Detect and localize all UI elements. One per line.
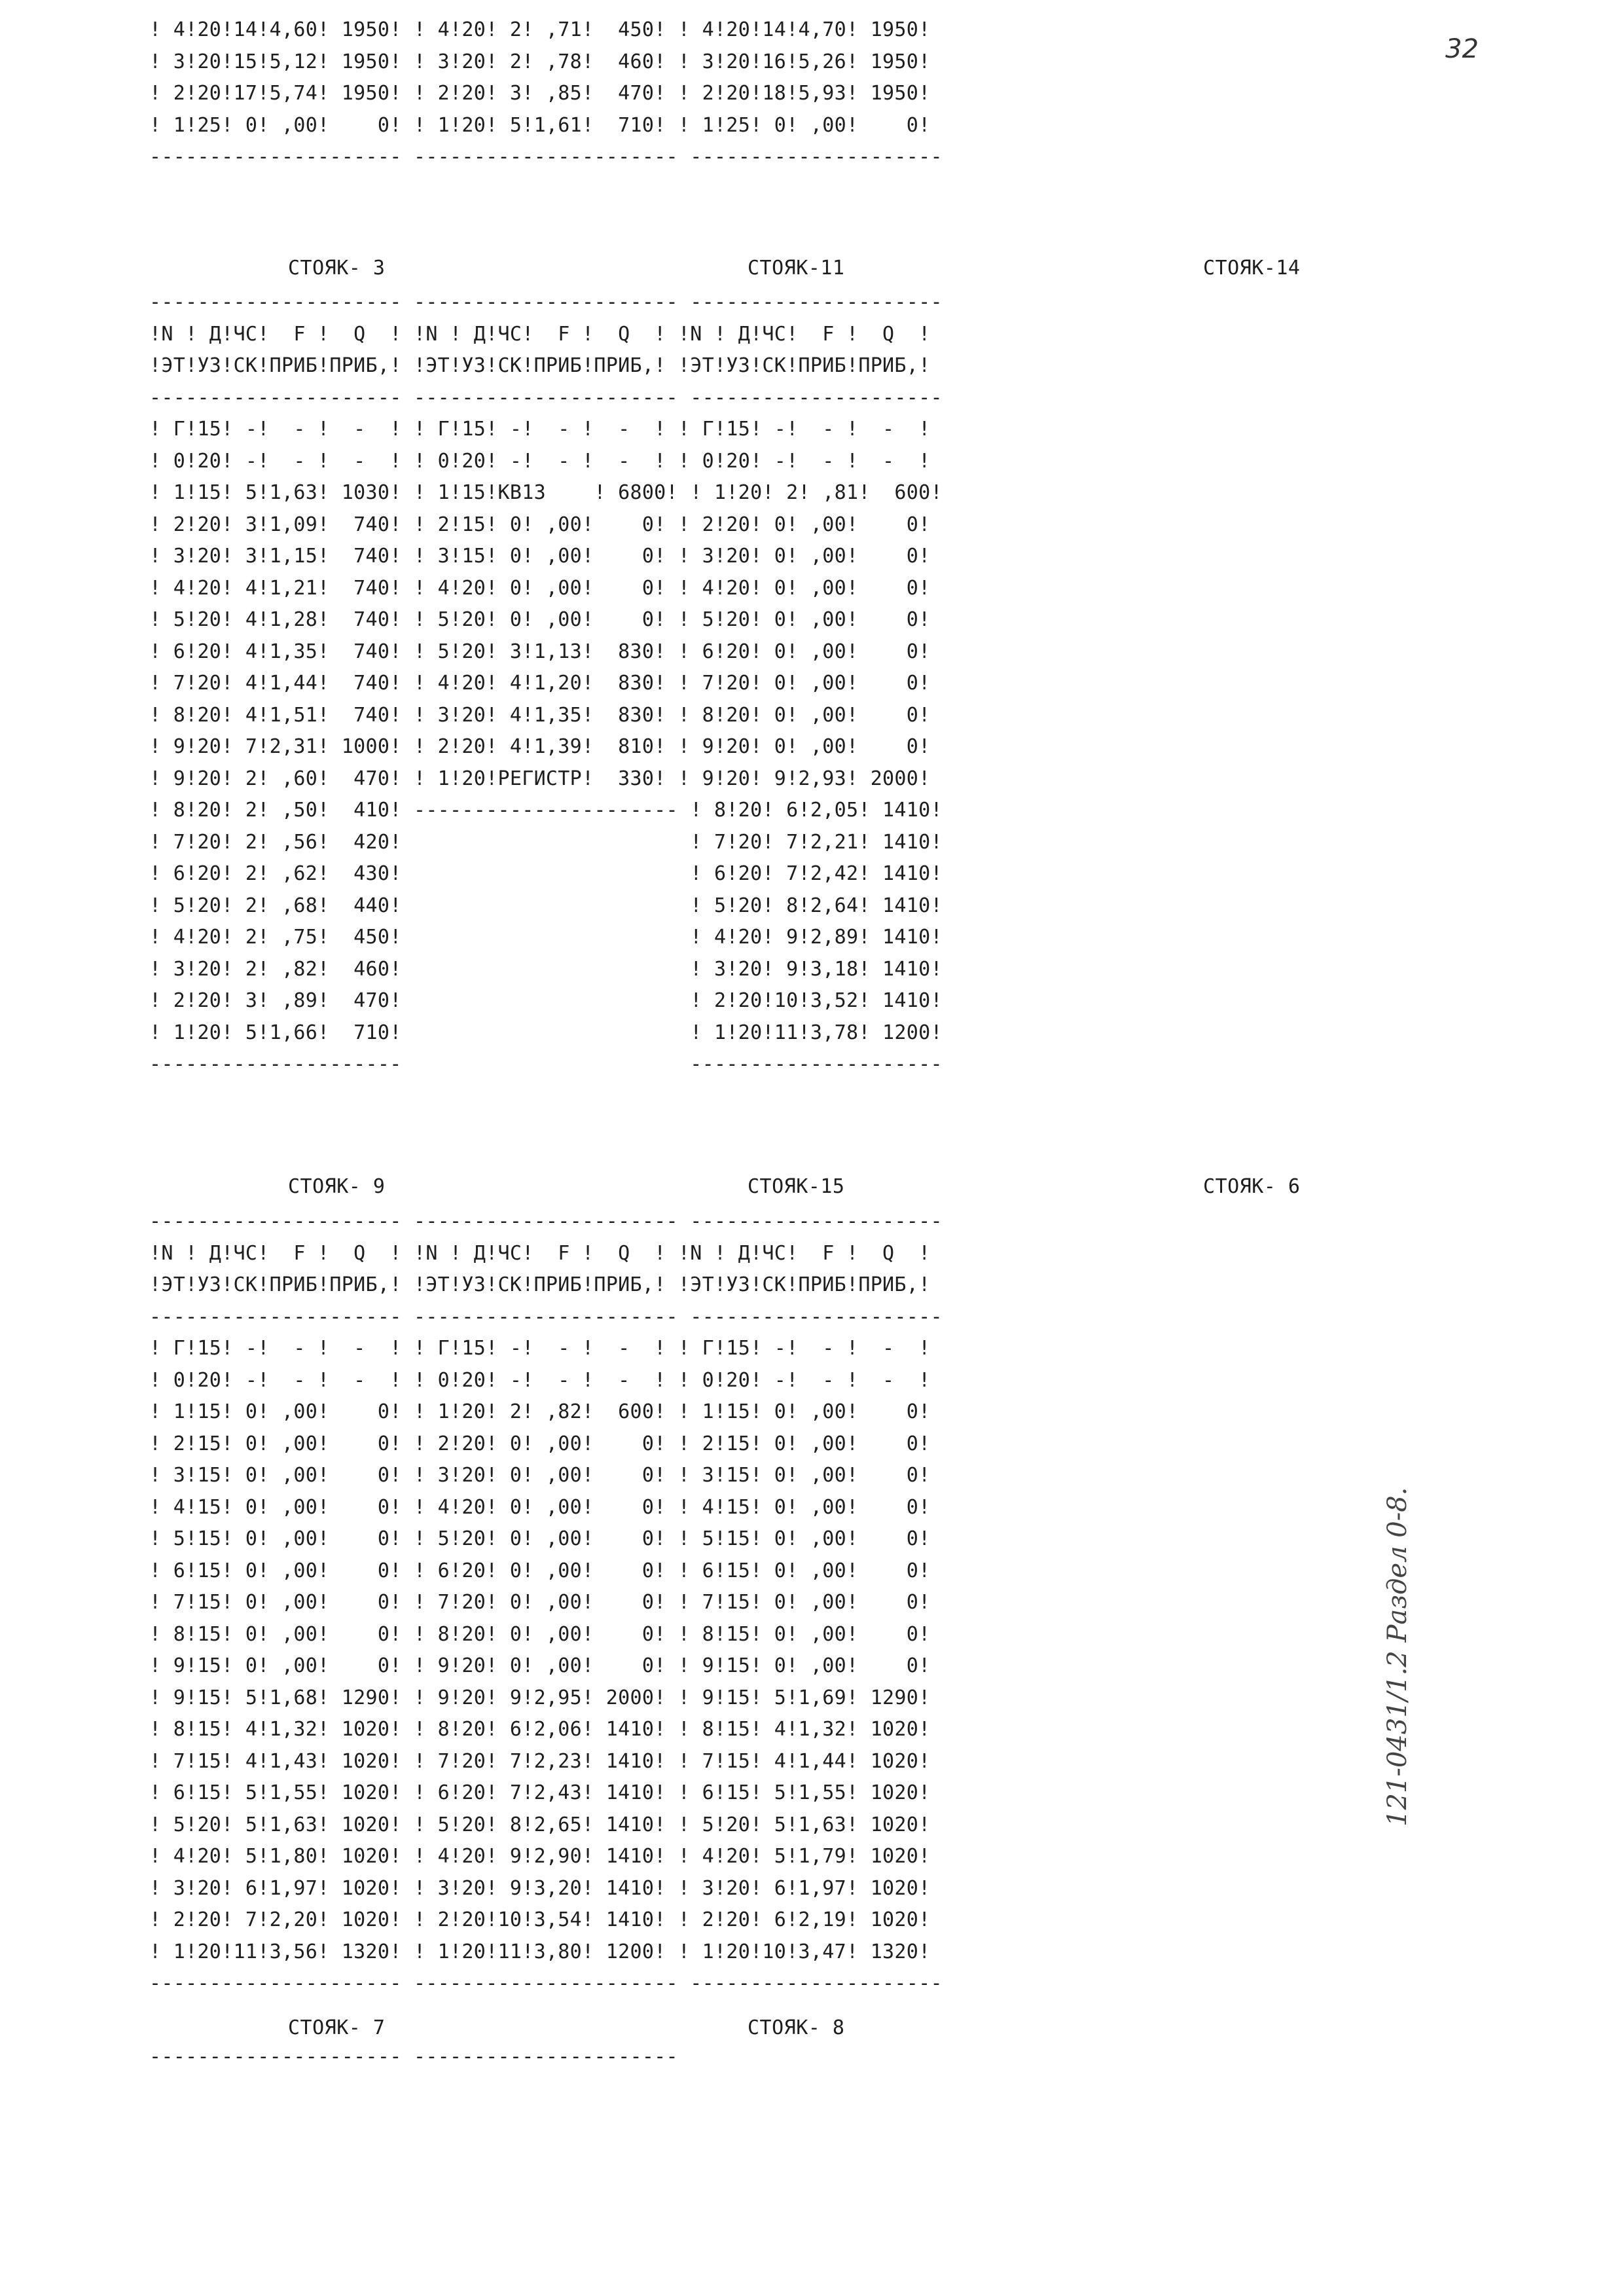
top-table-fragment: ! 4!20!14!4,60! 1950! ! 4!20! 2! ,71! 450! ! 4!20!14!4,70! 1950! ! 3!20!15!5,12! 1950! ! 3!20! 2! ,78! 460! ! 3!20!16!5,26! 1950! ! 2!20!17!5,74! 1950! ! 2!20! 3! ,85! 470! ! 2!20!18!5,93! 1950! ! 1!25! 0! ,00! 0! ! 1!20! 5!1,61! 710! ! 1!25! 0! ,00! 0! --------------------- ---------------------- ---------------------: [149, 18, 943, 168]
title-stoyak-9: СТОЯК- 9: [288, 1175, 386, 1198]
tables-row-2: --------------------- ---------------------- --------------------- !N ! Д!ЧС! F ! Q ! !N ! Д!ЧС! F ! Q ! !N ! Д!ЧС! F ! Q ! !ЭТ!УЗ!СК!ПРИБ!ПРИБ,! !ЭТ!УЗ!СК!ПРИБ!ПРИБ,! !ЭТ!УЗ!СК!ПРИБ!ПРИБ,! --------------------- ---------------------- --------------------- ! Г!15! -! - ! - ! ! Г!15! -! - ! - ! ! Г!15! -! - ! - ! ! 0!20! -! - ! - ! ! 0!20! -! - ! - ! ! 0!20! -! - ! - ! ! 1!15! 0! ,00! 0! ! 1!20! 2! ,82! 600! ! 1!15! 0! ,00! 0! ! 2!15! 0! ,00! 0! ! 2!20! 0! ,00! 0! ! 2!15! 0! ,00! 0! ! 3!15! 0! ,00! 0! ! 3!20! 0! ,00! 0! ! 3!15! 0! ,00! 0! ! 4!15! 0! ,00! 0! ! 4!20! 0! ,00! 0! ! 4!15! 0! ,00! 0! ! 5!15! 0! ,00! 0! ! 5!20! 0! ,00! 0! ! 5!15! 0! ,00! 0! ! 6!15! 0! ,00! 0! ! 6!20! 0! ,00! 0! ! 6!15! 0! ,00! 0! ! 7!15! 0! ,00! 0! ! 7!20! 0! ,00! 0! ! 7!15! 0! ,00! 0! ! 8!15! 0! ,00! 0! ! 8!20! 0! ,00! 0! ! 8!15! 0! ,00! 0! ! 9!15! 0! ,00! 0! ! 9!20! 0! ,00! 0! ! 9!15! 0! ,00! 0! ! 9!15! 5!1,68! 1290! ! 9!20! 9!2,95! 2000! ! 9!15! 5!1,69! 1290! ! 8!15! 4!1,32! 1020! ! 8!20! 6!2,06! 1410! ! 8!15! 4!1,32! 1020! ! 7!15! 4!1,43! 1020! ! 7!20! 7!2,23! 1410! ! 7!15! 4!1,44! 1020! ! 6!15! 5!1,55! 1020! ! 6!20! 7!2,43! 1410! ! 6!15! 5!1,55! 1020! ! 5!20! 5!1,63! 1020! ! 5!20! 8!2,65! 1410! ! 5!20! 5!1,63! 1020! ! 4!20! 5!1,80! 1020! ! 4!20! 9!2,90! 1410! ! 4!20! 5!1,79! 1020! ! 3!20! 6!1,97! 1020! ! 3!20! 9!3,20! 1410! ! 3!20! 6!1,97! 1020! ! 2!20! 7!2,20! 1020! ! 2!20!10!3,54! 1410! ! 2!20! 6!2,19! 1020! ! 1!20!11!3,56! 1320! ! 1!20!11!3,80! 1200! ! 1!20!10!3,47! 1320! --------------------- ---------------------- ---------------------: [149, 1210, 943, 1995]
page-number: 32: [1445, 34, 1479, 64]
title-stoyak-8: СТОЯК- 8: [748, 2016, 845, 2039]
title-stoyak-15: СТОЯК-15: [748, 1175, 845, 1198]
title-stoyak-6: СТОЯК- 6: [1203, 1175, 1301, 1198]
title-stoyak-14: СТОЯК-14: [1203, 257, 1301, 280]
title-stoyak-11: СТОЯК-11: [748, 257, 845, 280]
handwritten-note: 121-0431/1.2 Раздел 0-8.: [1382, 1487, 1413, 1827]
tables-row-1: --------------------- ---------------------- --------------------- !N ! Д!ЧС! F ! Q ! !N ! Д!ЧС! F ! Q ! !N ! Д!ЧС! F ! Q ! !ЭТ!УЗ!СК!ПРИБ!ПРИБ,! !ЭТ!УЗ!СК!ПРИБ!ПРИБ,! !ЭТ!УЗ!СК!ПРИБ!ПРИБ,! --------------------- ---------------------- --------------------- ! Г!15! -! - ! - ! ! Г!15! -! - ! - ! ! Г!15! -! - ! - ! ! 0!20! -! - ! - ! ! 0!20! -! - ! - ! ! 0!20! -! - ! - ! ! 1!15! 5!1,63! 1030! ! 1!15!КВ13 ! 6800! ! 1!20! 2! ,81! 600! ! 2!20! 3!1,09! 740! ! 2!15! 0! ,00! 0! ! 2!20! 0! ,00! 0! ! 3!20! 3!1,15! 740! ! 3!15! 0! ,00! 0! ! 3!20! 0! ,00! 0! ! 4!20! 4!1,21! 740! ! 4!20! 0! ,00! 0! ! 4!20! 0! ,00! 0! ! 5!20! 4!1,28! 740! ! 5!20! 0! ,00! 0! ! 5!20! 0! ,00! 0! ! 6!20! 4!1,35! 740! ! 5!20! 3!1,13! 830! ! 6!20! 0! ,00! 0! ! 7!20! 4!1,44! 740! ! 4!20! 4!1,20! 830! ! 7!20! 0! ,00! 0! ! 8!20! 4!1,51! 740! ! 3!20! 4!1,35! 830! ! 8!20! 0! ,00! 0! ! 9!20! 7!2,31! 1000! ! 2!20! 4!1,39! 810! ! 9!20! 0! ,00! 0! ! 9!20! 2! ,60! 470! ! 1!20!РЕГИСТР! 330! ! 9!20! 9!2,93! 2000! ! 8!20! 2! ,50! 410! ---------------------- ! 8!20! 6!2,05! 1410! ! 7!20! 2! ,56! 420! ! 7!20! 7!2,21! 1410! ! 6!20! 2! ,62! 430! ! 6!20! 7!2,42! 1410! ! 5!20! 2! ,68! 440! ! 5!20! 8!2,64! 1410! ! 4!20! 2! ,75! 450! ! 4!20! 9!2,89! 1410! ! 3!20! 2! ,82! 460! ! 3!20! 9!3,18! 1410! ! 2!20! 3! ,89! 470! ! 2!20!10!3,52! 1410! ! 1!20! 5!1,66! 710! ! 1!20!11!3,78! 1200! --------------------- ---------------------: [149, 291, 943, 1076]
tables-row-3: --------------------- ----------------------: [149, 2045, 678, 2068]
title-stoyak-3: СТОЯК- 3: [288, 257, 386, 280]
title-stoyak-7: СТОЯК- 7: [288, 2016, 386, 2039]
